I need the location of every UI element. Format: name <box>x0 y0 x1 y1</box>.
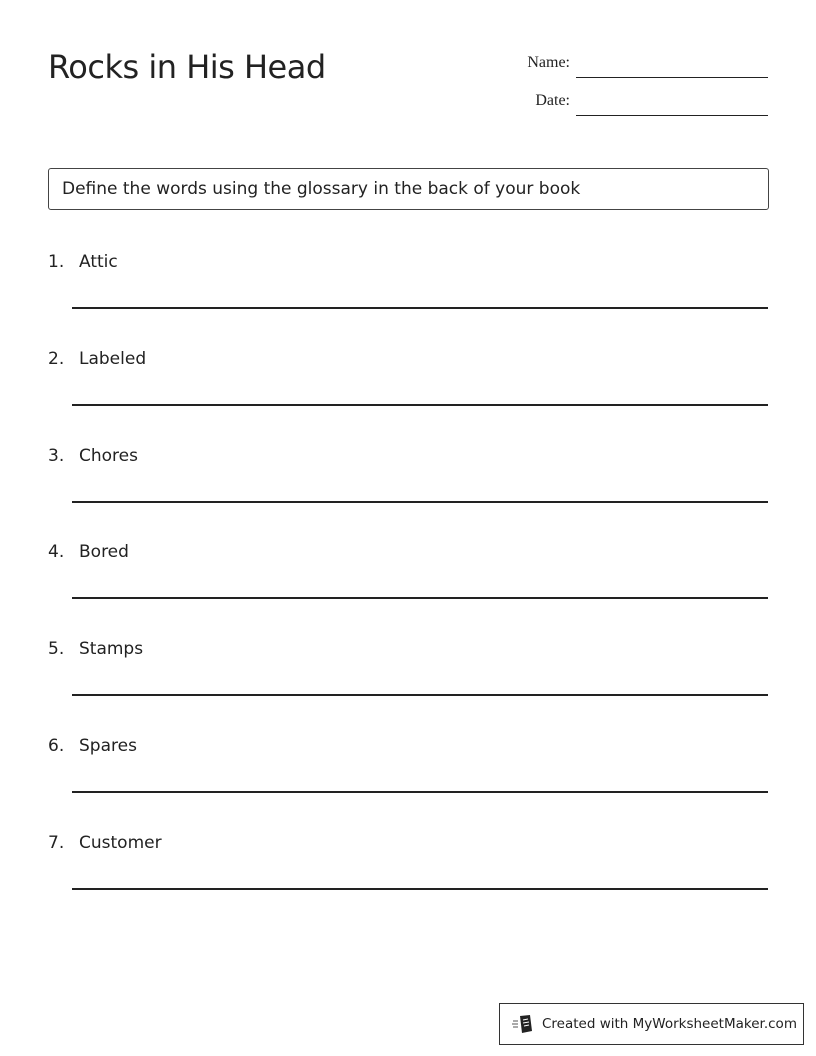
date-line[interactable] <box>576 115 768 116</box>
question-word: Stamps <box>79 639 144 660</box>
worksheet-title: Rocks in His Head <box>48 48 326 86</box>
question-item <box>48 542 129 562</box>
question-item <box>48 252 118 272</box>
question-number: 1. <box>48 252 65 272</box>
footer-badge[interactable] <box>499 1003 804 1045</box>
question-word: Bored <box>79 542 129 563</box>
answer-line[interactable] <box>72 307 768 309</box>
name-line[interactable] <box>576 77 768 78</box>
footer-text: Created with MyWorksheetMaker.com <box>542 1016 797 1032</box>
question-word: Customer <box>79 832 162 853</box>
question-number: 4. <box>48 542 65 563</box>
name-label: Name: <box>527 54 570 71</box>
worksheet-logo-icon <box>512 1014 534 1034</box>
question-item <box>48 833 162 853</box>
question-word: Labeled <box>79 348 147 369</box>
question-number: 3. <box>48 445 65 466</box>
answer-line[interactable] <box>72 888 768 890</box>
answer-line[interactable] <box>72 597 768 599</box>
question-word: Spares <box>79 736 137 756</box>
instructions-box <box>48 168 769 210</box>
question-number: 7. <box>48 832 65 853</box>
answer-line[interactable] <box>72 791 768 793</box>
question-number: 2. <box>48 348 65 369</box>
answer-line[interactable] <box>72 404 768 406</box>
question-item <box>48 639 143 659</box>
question-item <box>48 736 137 756</box>
question-word: Attic <box>79 252 118 272</box>
answer-line[interactable] <box>72 694 768 696</box>
question-number: 6. <box>48 736 65 756</box>
question-item <box>48 349 146 369</box>
question-word: Chores <box>79 445 138 466</box>
answer-line[interactable] <box>72 501 768 503</box>
question-item <box>48 446 138 466</box>
instructions-text: Define the words using the glossary in the back of your book <box>62 179 581 199</box>
question-number: 5. <box>48 639 65 660</box>
date-label: Date: <box>535 92 570 109</box>
